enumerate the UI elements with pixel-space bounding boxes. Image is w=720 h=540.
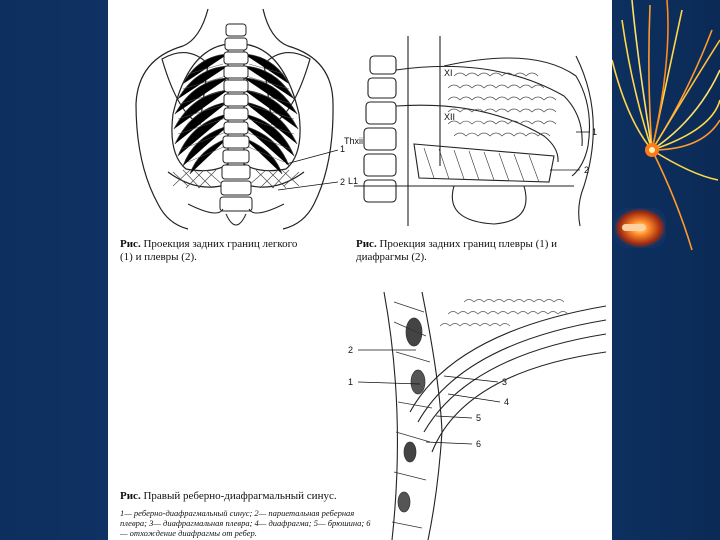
callout-3: 3 [502, 377, 508, 387]
figure-diaphragm-projection [344, 36, 606, 232]
callout-2: 2 [584, 165, 590, 175]
callout-1: 1 [348, 377, 354, 387]
callout-xii: XII [444, 112, 456, 122]
figure-lung-projection [128, 4, 344, 240]
callout-2: 2 [340, 177, 346, 187]
callout-xi: XI [444, 68, 453, 78]
callout-2: 2 [348, 345, 354, 355]
callout-4: 4 [504, 397, 510, 407]
callout-6: 6 [476, 439, 482, 449]
callout-5: 5 [476, 413, 482, 423]
torso-illustration [128, 4, 344, 240]
figure2-caption-text: Проекция задних границ плевры (1) и диафрагмы (2). [356, 238, 558, 263]
figure-costodiaphragmatic-sinus [344, 292, 606, 540]
figure1-caption-text: Проекция задних границ легкого (1) и плевры (2). [120, 238, 298, 263]
figure2-caption [356, 238, 604, 264]
figure3-caption-prefix: Рис. [120, 490, 141, 502]
figure2-caption-prefix: Рис. [356, 238, 377, 250]
figure2-callout-labels [344, 36, 606, 232]
callout-1: 1 [340, 144, 346, 154]
figure3-caption-text: Правый реберно-диафрагмальный синус. [143, 490, 337, 502]
figure1-caption [120, 238, 306, 264]
figure1-caption-prefix: Рис. [120, 238, 141, 250]
figure3-caption [120, 490, 380, 503]
callout-thxii: Thxii [344, 136, 364, 146]
figure3-legend: 1— реберно-диафрагмальный синус; 2— париетальная реберная плевра; 3— диафрагмальная плевра; 4— диафрагма; 5— брюшина; 6— отхождение диафрагмы от ребер. [120, 508, 371, 538]
callout-1: 1 [592, 127, 598, 137]
figure3-callout-labels [344, 292, 606, 540]
callout-l1: L1 [348, 176, 359, 186]
glow-orb-decoration [612, 200, 670, 256]
